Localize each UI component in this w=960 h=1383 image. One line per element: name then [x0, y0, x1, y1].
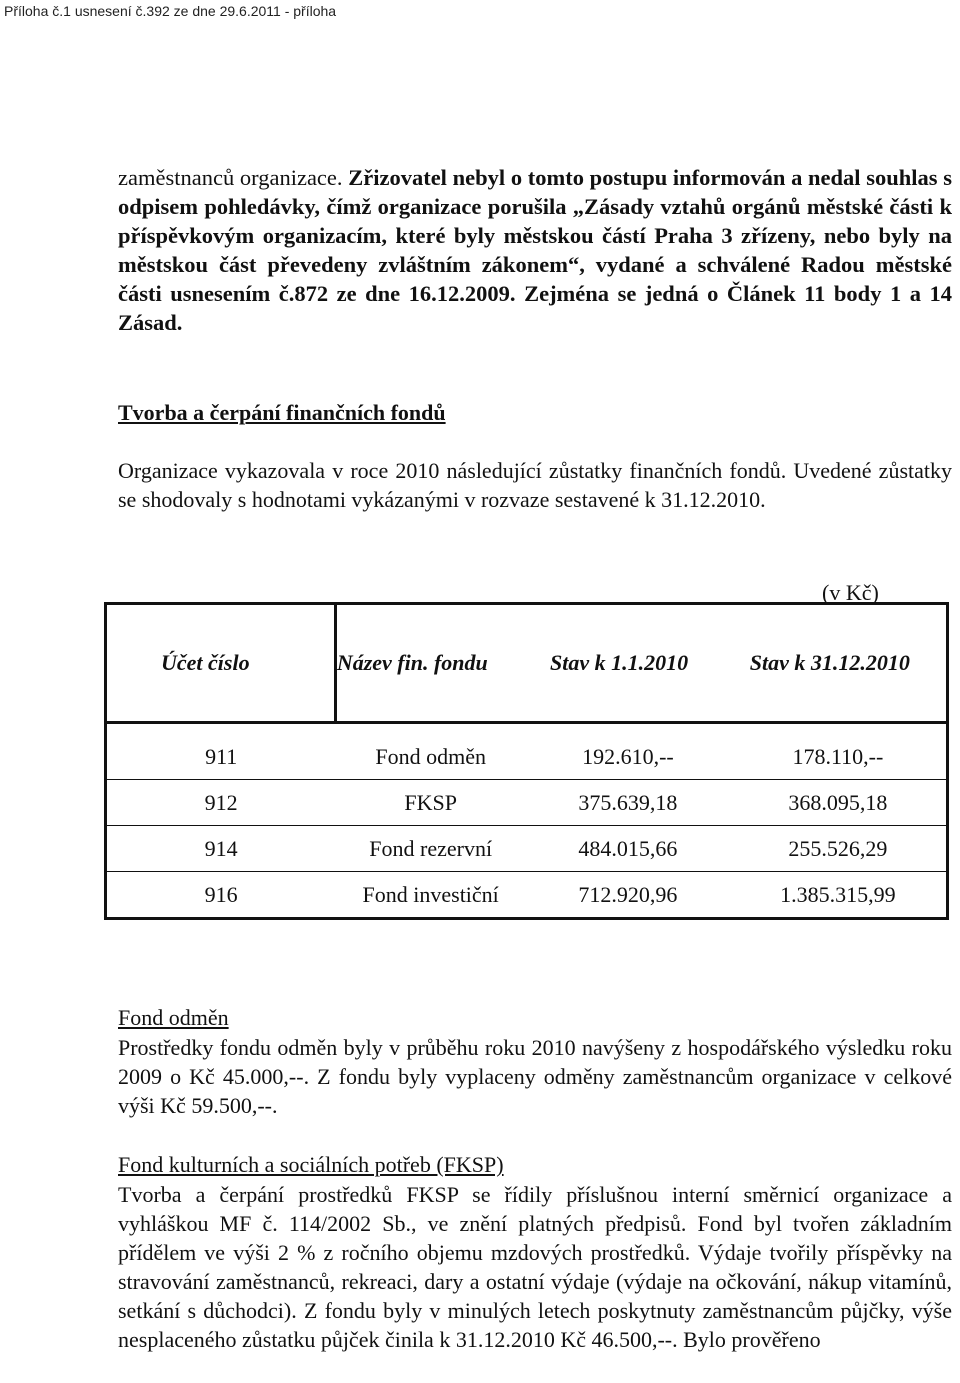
cell-balance-end: 368.095,18: [730, 780, 948, 826]
table-row: [106, 723, 948, 780]
funds-table: [104, 602, 949, 920]
fond-odmen-heading: Fond odměn: [118, 1005, 229, 1030]
cell-balance-end: 255.526,29: [730, 826, 948, 872]
header-balance-start: Stav k 1.1.2010: [526, 604, 730, 723]
cell-balance-end: 178.110,--: [730, 723, 948, 780]
intro-paragraph: [118, 163, 952, 337]
cell-account: 916: [106, 872, 336, 919]
header-account-number: Účet číslo: [106, 604, 336, 723]
cell-account: 911: [106, 723, 336, 780]
currency-unit-label: (v Kč): [822, 580, 879, 605]
fksp-heading: Fond kulturních a sociálních potřeb (FKSP): [118, 1152, 504, 1177]
funds-paragraph: Organizace vykazovala v roce 2010 následující zůstatky finančních fondů. Uvedené zůstatky se shodovaly s hodnotami vykázanými v rozvaze sestavené k 31.12.2010.: [118, 458, 952, 512]
table-row: [106, 872, 948, 919]
intro-lead: zaměstnanců organizace.: [118, 165, 349, 190]
cell-balance-start: 712.920,96: [526, 872, 730, 919]
cell-balance-end: 1.385.315,99: [730, 872, 948, 919]
cell-balance-start: 375.639,18: [526, 780, 730, 826]
table-row: [106, 826, 948, 872]
cell-account: 914: [106, 826, 336, 872]
header-fund-name: Název fin. fondu: [335, 604, 526, 723]
document-header-note: Příloha č.1 usnesení č.392 ze dne 29.6.2011 - příloha: [4, 3, 337, 19]
cell-fund-name: FKSP: [335, 780, 526, 826]
cell-balance-start: 192.610,--: [526, 723, 730, 780]
funds-section-heading: Tvorba a čerpání finančních fondů: [118, 400, 446, 425]
cell-fund-name: Fond investiční: [335, 872, 526, 919]
table-header-row: [106, 604, 948, 723]
fksp-paragraph: Tvorba a čerpání prostředků FKSP se řídily příslušnou interní směrnicí organizace a vyhláškou MF č. 114/2002 Sb., ve znění platných předpisů. Fond byl tvořen základním přídělem ve výši 2 % z ročního objemu mzdových prostředků. Výdaje tvořily příspěvky na stravování zaměstnanců, rekreaci, dary a ostatní výdaje (výdaje na očkování, nákup vitamínů, setkání s důchodci). Z fondu byly v minulých letech poskytnuty zaměstnancům půjčky, výše nesplaceného zůstatku půjček činila k 31.12.2010 Kč 46.500,--. Bylo prověřeno: [118, 1182, 952, 1352]
intro-bold-text: Zřizovatel nebyl o tomto postupu informován a nedal souhlas s odpisem pohledávky, čímž organizace porušila „Zásady vztahů orgánů městské části k příspěvkovým organizacím, které byly městskou částí Praha 3 zřízeny, nebo byly na městskou část převedeny zvláštním zákonem“, vydané a schválené Radou městské části usnesením č.872 ze dne 16.12.2009. Zejména se jedná o Článek 11 body 1 a 14 Zásad.: [118, 165, 952, 335]
fond-odmen-paragraph: Prostředky fondu odměn byly v průběhu roku 2010 navýšeny z hospodářského výsledku roku 2009 o Kč 45.000,--. Z fondu byly vyplaceny odměny zaměstnancům organizace v celkové výši Kč 59.500,--.: [118, 1035, 952, 1118]
cell-account: 912: [106, 780, 336, 826]
cell-fund-name: Fond rezervní: [335, 826, 526, 872]
cell-balance-start: 484.015,66: [526, 826, 730, 872]
cell-fund-name: Fond odměn: [335, 723, 526, 780]
header-balance-end: Stav k 31.12.2010: [730, 604, 948, 723]
table-row: [106, 780, 948, 826]
